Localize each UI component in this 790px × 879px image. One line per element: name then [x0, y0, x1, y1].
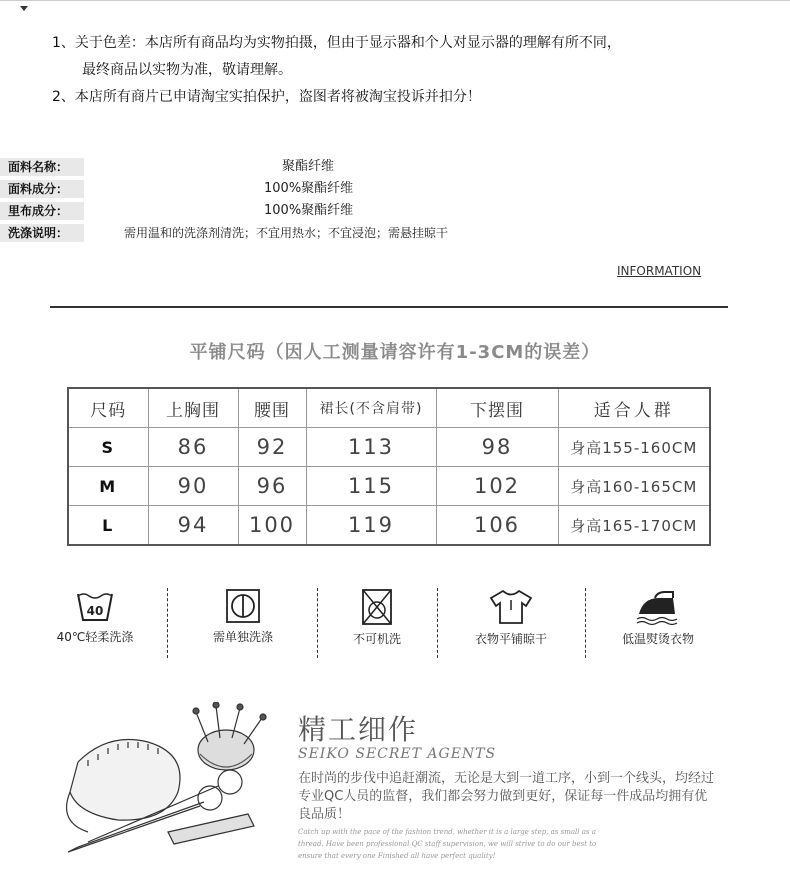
- spec-row-lining-content: [0, 200, 520, 222]
- header-cell: 裙长(不含肩带): [306, 388, 436, 428]
- value-cell: 86: [148, 428, 238, 467]
- height-cell: 身高160-165CM: [558, 467, 710, 506]
- size-table: [67, 387, 711, 546]
- section-divider: [50, 306, 728, 308]
- size-table-header: [68, 388, 710, 428]
- wash-40-icon: [75, 588, 115, 624]
- care-item-separate-wash: [168, 588, 318, 658]
- spec-row-fabric-content: [0, 178, 520, 200]
- flat-dry-icon: [487, 588, 535, 626]
- header-cell: 尺码: [68, 388, 148, 428]
- spec-value: 需用温和的洗涤剂清洗；不宜用热水；不宜浸泡；需悬挂晾干: [124, 226, 449, 240]
- care-item-low-iron: [583, 588, 733, 658]
- table-row: [68, 467, 710, 506]
- value-cell: 106: [436, 506, 558, 546]
- value-cell: 90: [148, 467, 238, 506]
- care-item-no-machine-wash: [302, 588, 452, 658]
- header-cell: 腰围: [238, 388, 306, 428]
- spec-row-wash-instructions: [0, 222, 520, 244]
- size-cell: L: [68, 506, 148, 546]
- header-cell: 适合人群: [558, 388, 710, 428]
- value-cell: 115: [306, 467, 436, 506]
- height-cell: 身高165-170CM: [558, 506, 710, 546]
- spec-label: 面料名称：: [0, 158, 84, 176]
- care-label: 需单独洗涤: [212, 630, 273, 644]
- table-row: [68, 428, 710, 467]
- spec-value: 100%聚酯纤维: [264, 181, 354, 196]
- low-iron-icon: [633, 588, 683, 626]
- craft-title: 精工细作: [298, 713, 419, 746]
- care-item-wash-40: [20, 588, 170, 658]
- value-cell: 96: [238, 467, 306, 506]
- table-row: [68, 506, 710, 546]
- value-cell: 102: [436, 467, 558, 506]
- size-cell: S: [68, 428, 148, 467]
- separate-wash-icon: [223, 588, 263, 624]
- size-table-title: 平铺尺码（因人工测量请容许有1-3CM的误差）: [189, 342, 601, 363]
- spec-row-fabric-name: [0, 156, 520, 178]
- size-cell: M: [68, 467, 148, 506]
- value-cell: 94: [148, 506, 238, 546]
- care-label: 低温熨烫衣物: [621, 632, 694, 646]
- caret-down-icon: [20, 6, 28, 11]
- height-cell: 身高155-160CM: [558, 428, 710, 467]
- value-cell: 119: [306, 506, 436, 546]
- value-cell: 98: [436, 428, 558, 467]
- no-machine-wash-icon: [357, 588, 397, 626]
- value-cell: 92: [238, 428, 306, 467]
- value-cell: 113: [306, 428, 436, 467]
- care-label: 40℃轻柔洗涤: [56, 630, 134, 644]
- information-label: INFORMATION: [617, 264, 702, 278]
- notice-color-line-cont: 最终商品以实物为准，敬请理解。: [82, 62, 292, 78]
- notice-protection-line: 2、本店所有商片已申请淘宝实拍保护，盗图者将被淘宝投诉并扣分！: [52, 89, 481, 105]
- header-cell: 下摆围: [436, 388, 558, 428]
- spec-label: 里布成分：: [0, 202, 84, 220]
- care-label: 衣物平铺晾干: [474, 632, 547, 646]
- spec-value: 100%聚酯纤维: [264, 203, 354, 218]
- craft-english-text: Catch up with the pace of the fashion trend, whether it is a large step, as small as a thread, Have been professional QC staff supervision, we will strive to do our best to ensure that every one Finished all have perfect quality!: [298, 828, 597, 860]
- value-cell: 100: [238, 506, 306, 546]
- header-cell: 上胸围: [148, 388, 238, 428]
- tailoring-tools-illustration: [48, 702, 288, 862]
- spec-value: 聚酯纤维: [282, 159, 335, 174]
- spec-label: 洗涤说明：: [0, 224, 84, 242]
- notice-color-line: 1、关于色差：本店所有商品均为实物拍摄，但由于显示器和个人对显示器的理解有所不同，: [52, 35, 621, 51]
- care-label: 不可机洗: [352, 632, 401, 646]
- craft-subtitle: SEIKO SECRET AGENTS: [298, 746, 497, 762]
- wash-temp-label: 40: [86, 604, 104, 618]
- care-item-flat-dry: [436, 588, 586, 658]
- top-divider: [0, 0, 790, 6]
- craft-description: 在时尚的步伐中追赶潮流，无论是大到一道工序，小到一个线头，均经过专业QC人员的监督，我们都会努力做到更好，保证每一件成品均拥有优良品质！: [298, 771, 715, 822]
- spec-label: 面料成分：: [0, 180, 84, 198]
